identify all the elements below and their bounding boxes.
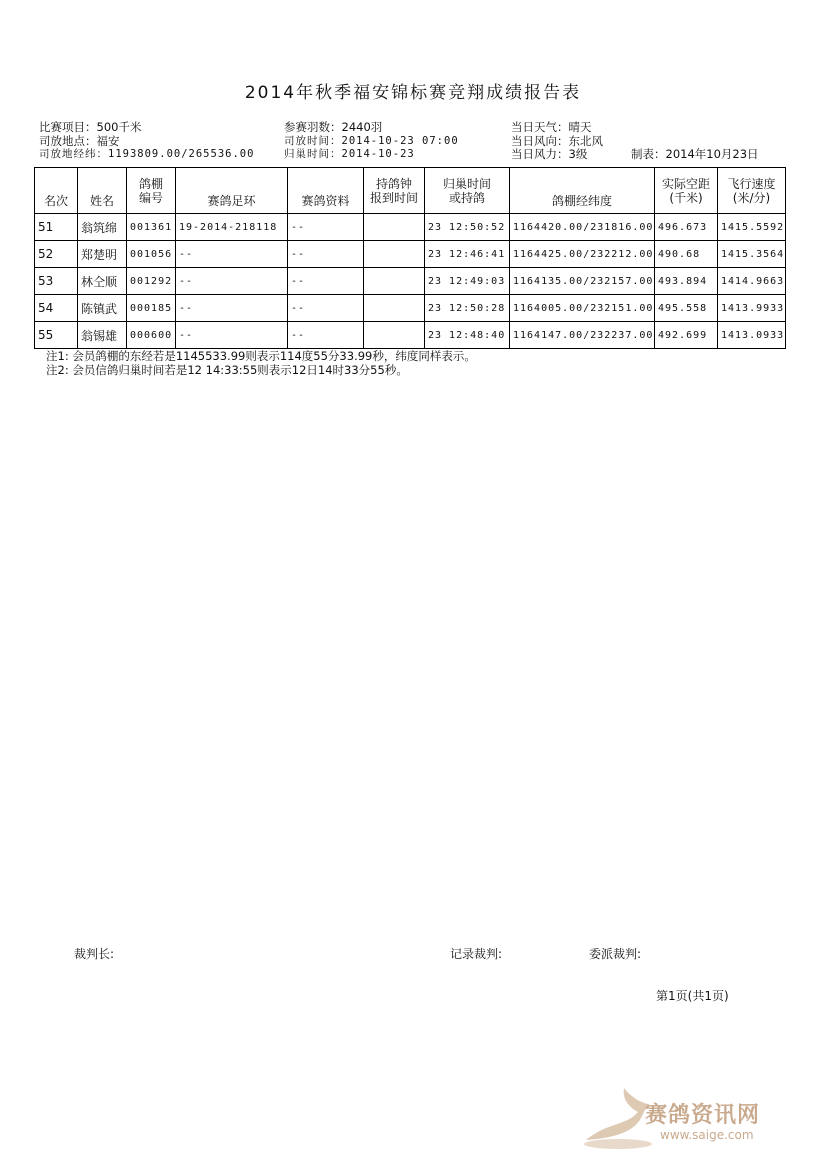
info-weather: 当日天气：晴天 <box>511 120 592 134</box>
signature-recorder: 记录裁判: <box>450 947 503 961</box>
cell-speed: 1415.3564 <box>718 241 786 268</box>
cell-distance: 492.699 <box>655 322 718 349</box>
cell-info: -- <box>288 241 364 268</box>
page-title: 2014年秋季福安锦标赛竞翔成绩报告表 <box>244 83 582 103</box>
table-row <box>35 214 786 241</box>
cell-info: -- <box>288 322 364 349</box>
info-col-2 <box>284 121 459 162</box>
results-table <box>34 167 786 349</box>
cell-name: 郑楚明 <box>78 241 127 268</box>
cell-coords: 1164135.00/232157.00 <box>510 268 655 295</box>
table-row <box>35 268 786 295</box>
table-row <box>35 322 786 349</box>
note-1: 注1: 会员鸽棚的东经若是1145533.99则表示114度55分33.99秒，纬度同样表示。 <box>46 349 476 363</box>
cell-speed: 1413.9933 <box>718 295 786 322</box>
page-number: 第1页(共1页) <box>656 989 729 1003</box>
cell-rank: 52 <box>35 241 78 268</box>
cell-name: 林仝顺 <box>78 268 127 295</box>
cell-rank: 54 <box>35 295 78 322</box>
cell-arrival: 23 12:46:41 <box>425 241 510 268</box>
info-release-site: 司放地点：福安 <box>39 133 120 148</box>
cell-arrival: 23 12:49:03 <box>425 268 510 295</box>
cell-coords: 1164147.00/232237.00 <box>510 322 655 349</box>
table-header-row <box>35 168 786 214</box>
watermark-url: www.saige.com <box>660 1128 754 1142</box>
info-return-date: 归巢时间：2014-10-23 <box>284 148 415 160</box>
notes <box>46 349 476 377</box>
header-rank: 名次 <box>35 168 78 214</box>
header-speed: 飞行速度 (米/分) <box>718 168 786 214</box>
cell-clock <box>364 214 425 241</box>
cell-clock <box>364 241 425 268</box>
cell-ring: -- <box>176 295 288 322</box>
header-info: 赛鸽资料 <box>288 168 364 214</box>
cell-coords: 1164005.00/232151.00 <box>510 295 655 322</box>
header-ring: 赛鸽足环 <box>176 168 288 214</box>
cell-name: 翁锡雄 <box>78 322 127 349</box>
cell-loft: 001292 <box>127 268 176 295</box>
cell-loft: 001056 <box>127 241 176 268</box>
cell-info: -- <box>288 268 364 295</box>
watermark-text: 赛鸽资讯网 <box>645 1103 761 1128</box>
cell-ring: -- <box>176 322 288 349</box>
cell-ring: -- <box>176 241 288 268</box>
cell-rank: 55 <box>35 322 78 349</box>
info-wind-force: 当日风力：3级 <box>511 147 588 161</box>
header-arrival: 归巢时间 或持鸽 <box>425 168 510 214</box>
cell-coords: 1164425.00/232212.00 <box>510 241 655 268</box>
cell-distance: 490.68 <box>655 241 718 268</box>
info-made-date: 制表：2014年10月23日 <box>631 147 759 161</box>
info-col-3 <box>511 121 603 162</box>
header-name: 姓名 <box>78 168 127 214</box>
cell-rank: 51 <box>35 214 78 241</box>
cell-name: 翁筑绵 <box>78 214 127 241</box>
info-entries: 参赛羽数：2440羽 <box>284 120 383 134</box>
cell-loft: 000600 <box>127 322 176 349</box>
table-row <box>35 241 786 268</box>
note-2: 注2: 会员信鸽归巢时间若是12 14:33:55则表示12日14时33分55秒。 <box>46 363 408 377</box>
cell-arrival: 23 12:50:52 <box>425 214 510 241</box>
cell-distance: 496.673 <box>655 214 718 241</box>
info-wind-direction: 当日风向：东北风 <box>511 133 603 148</box>
cell-distance: 495.558 <box>655 295 718 322</box>
info-col-1 <box>39 121 254 162</box>
header-distance: 实际空距 (千米) <box>655 168 718 214</box>
cell-speed: 1415.5592 <box>718 214 786 241</box>
cell-coords: 1164420.00/231816.00 <box>510 214 655 241</box>
cell-info: -- <box>288 214 364 241</box>
signature-delegate: 委派裁判: <box>589 947 642 961</box>
info-event: 比赛项目：500千米 <box>39 120 142 134</box>
cell-ring: 19-2014-218118 <box>176 214 288 241</box>
cell-loft: 001361 <box>127 214 176 241</box>
signature-chief: 裁判长: <box>74 947 115 961</box>
header-coords: 鸽棚经纬度 <box>510 168 655 214</box>
cell-rank: 53 <box>35 268 78 295</box>
cell-distance: 493.894 <box>655 268 718 295</box>
cell-clock <box>364 268 425 295</box>
cell-clock <box>364 295 425 322</box>
header-clock: 持鸽钟 报到时间 <box>364 168 425 214</box>
cell-speed: 1413.0933 <box>718 322 786 349</box>
table-row <box>35 295 786 322</box>
cell-speed: 1414.9663 <box>718 268 786 295</box>
cell-ring: -- <box>176 268 288 295</box>
cell-arrival: 23 12:48:40 <box>425 322 510 349</box>
info-release-coords: 司放地经纬：1193809.00/265536.00 <box>39 148 255 160</box>
cell-clock <box>364 322 425 349</box>
cell-name: 陈镇武 <box>78 295 127 322</box>
cell-loft: 000185 <box>127 295 176 322</box>
cell-arrival: 23 12:50:28 <box>425 295 510 322</box>
cell-info: -- <box>288 295 364 322</box>
header-loft-no: 鸽棚 编号 <box>127 168 176 214</box>
info-release-time: 司放时间：2014-10-23 07:00 <box>284 134 459 147</box>
